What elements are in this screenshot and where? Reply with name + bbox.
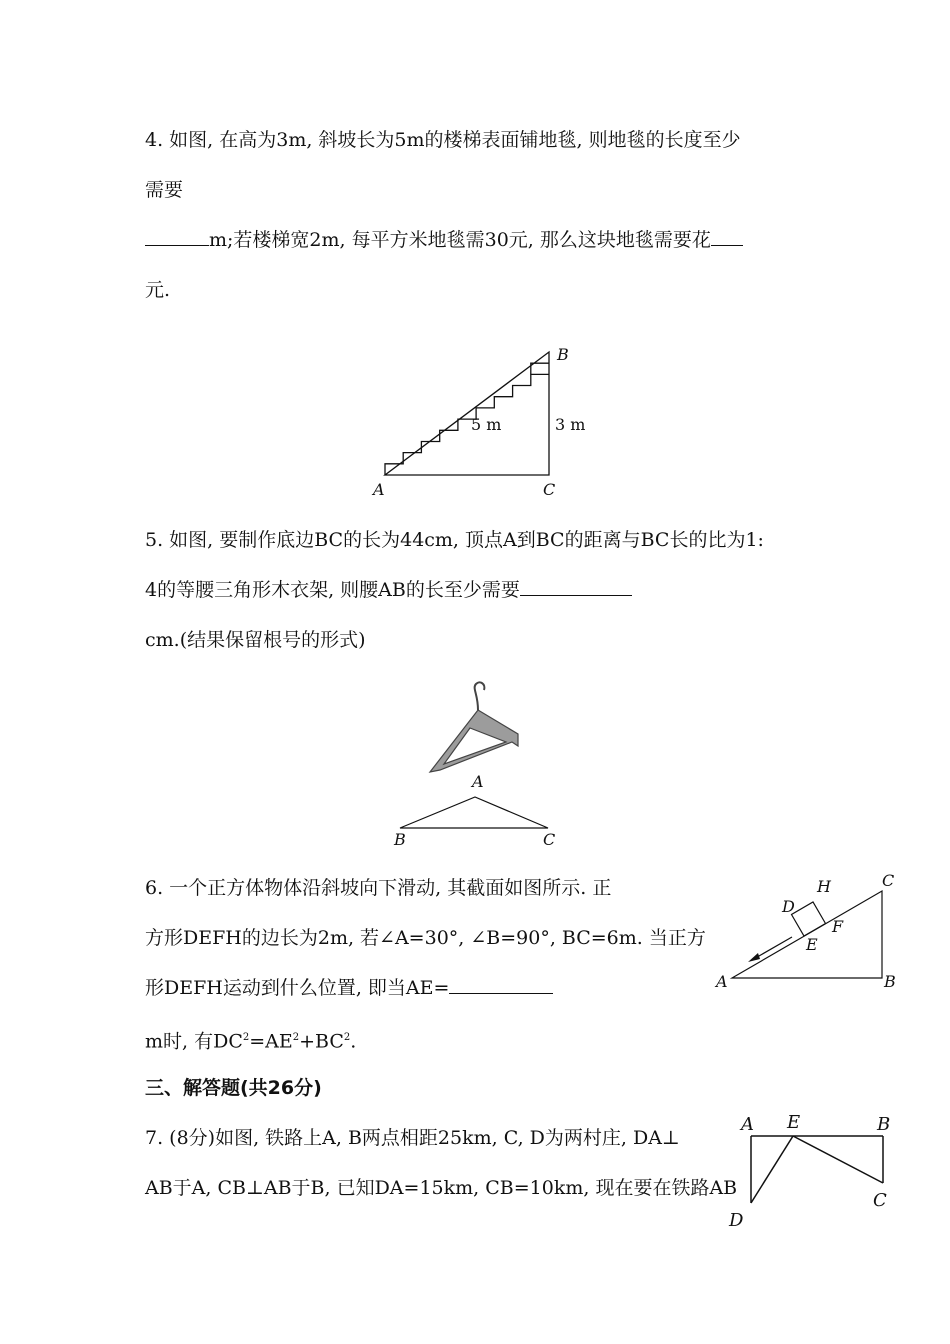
answer-blank-2[interactable] <box>711 227 743 246</box>
q4-line-4: 元. <box>145 279 171 301</box>
q6-line-4 <box>145 1024 356 1055</box>
rail-label-A: A <box>741 1114 754 1135</box>
segment-EC <box>793 1136 883 1183</box>
q5-line-2-text: 4的等腰三角形木衣架, 则腰AB的长至少需要 <box>145 579 520 601</box>
label-A: A <box>373 480 385 499</box>
slope-label-E: E <box>806 935 818 954</box>
railway-figure <box>725 1108 905 1238</box>
hanger-hook <box>475 682 485 710</box>
q6-line-2: 方形DEFH的边长为2m, 若∠A=30°, ∠B=90°, BC=6m. 当正方 <box>145 927 706 949</box>
slope-label-B: B <box>884 972 896 991</box>
q6-line-1: 6. 一个正方体物体沿斜坡向下滑动, 其截面如图所示. 正 <box>145 877 612 899</box>
q7-line-2: AB于A, CB⊥AB于B, 已知DA=15km, CB=10km, 现在要在铁路AB <box>145 1177 738 1199</box>
slope-label-F: F <box>832 917 844 936</box>
sup-1: 2 <box>242 1032 250 1043</box>
slope-figure <box>712 868 912 998</box>
slope-label-A: A <box>716 972 728 991</box>
hanger-body <box>430 710 518 772</box>
answer-blank-4[interactable] <box>449 975 553 994</box>
q5-line-3: cm.(结果保留根号的形式) <box>145 629 366 651</box>
staircase-steps <box>385 374 549 475</box>
segment-DE <box>751 1136 793 1203</box>
q6-text-a: m时, 有DC <box>145 1030 243 1053</box>
hanger-figure <box>390 680 590 855</box>
label-C: C <box>543 480 556 499</box>
q6-text-d: . <box>350 1030 357 1053</box>
q5-line-2 <box>145 576 632 604</box>
sup-2: 2 <box>292 1032 300 1043</box>
hanger-triangle <box>400 797 548 828</box>
hanger-label-B: B <box>394 830 406 849</box>
q4-line-1: 4. 如图, 在高为3m, 斜坡长为5m的楼梯表面铺地毯, 则地毯的长度至少 <box>145 129 741 151</box>
hanger-label-A: A <box>472 772 484 791</box>
rail-label-B: B <box>877 1114 891 1135</box>
rail-label-E: E <box>787 1112 801 1133</box>
answer-blank-3[interactable] <box>520 577 632 596</box>
slope-label-D: D <box>782 897 795 916</box>
square-DEFH <box>792 902 826 936</box>
arrow-head <box>748 953 760 962</box>
answer-blank-1[interactable] <box>145 227 209 246</box>
label-height: 3 m <box>555 415 586 434</box>
staircase-triangle <box>385 352 549 475</box>
rail-label-C: C <box>873 1190 887 1211</box>
q4-line-2: 需要 <box>145 179 184 201</box>
label-B: B <box>557 345 569 364</box>
label-slope: 5 m <box>471 415 502 434</box>
section-title: 三、解答题(共26分) <box>145 1077 322 1099</box>
q4-line-3-text: m;若楼梯宽2m, 每平方米地毯需30元, 那么这块地毯需要花 <box>209 229 711 251</box>
q6-text-c: +BC <box>299 1030 344 1053</box>
sup-3: 2 <box>343 1032 351 1043</box>
slope-label-C: C <box>882 871 895 890</box>
slope-label-H: H <box>817 877 831 896</box>
q6-text-b: =AE <box>249 1030 293 1053</box>
staircase-figure <box>365 340 625 510</box>
rail-label-D: D <box>729 1210 744 1231</box>
q6-line-3 <box>145 974 553 1002</box>
q7-line-1: 7. (8分)如图, 铁路上A, B两点相距25km, C, D为两村庄, DA⊥ <box>145 1127 680 1149</box>
q4-line-3 <box>145 226 743 254</box>
hanger-label-C: C <box>543 830 556 849</box>
q5-line-1: 5. 如图, 要制作底边BC的长为44cm, 顶点A到BC的距离与BC长的比为1: <box>145 529 764 551</box>
q6-line-3-text: 形DEFH运动到什么位置, 即当AE= <box>145 977 450 999</box>
